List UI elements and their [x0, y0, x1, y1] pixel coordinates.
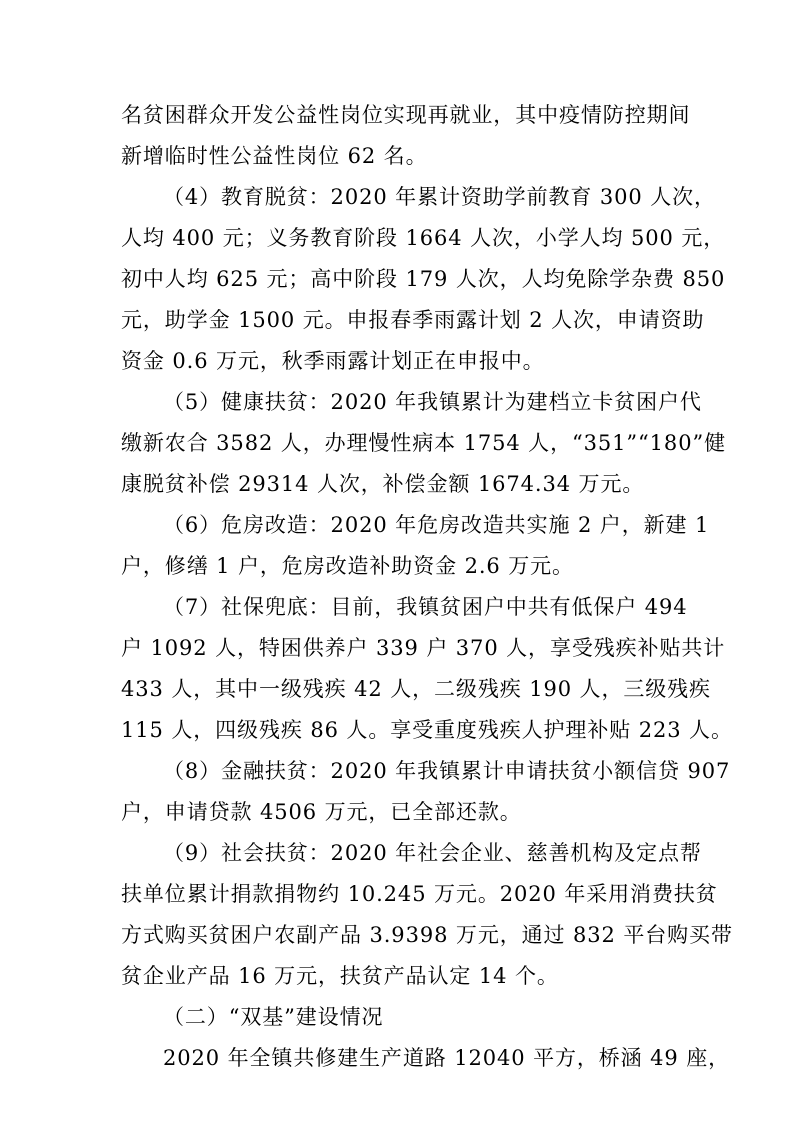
text-line: 新增临时性公益性岗位 62 名。 [121, 144, 428, 168]
text-line: 人均 400 元；义务教育阶段 1664 人次，小学人均 500 元， [121, 226, 726, 250]
text-line: 初中人均 625 元；高中阶段 179 人次，人均免除学杂费 850 [121, 267, 726, 291]
paragraph-heading-education: （4）教育脱贫：2020 年累计资助学前教育 300 人次， [163, 185, 716, 209]
paragraph-heading-social-security: （7）社保兜底：目前，我镇贫困户中共有低保户 494 [163, 595, 688, 619]
text-line: 缴新农合 3582 人，办理慢性病本 1754 人，“351”“180”健 [121, 431, 726, 455]
text-line: 贫企业产品 16 万元，扶贫产品认定 14 个。 [121, 964, 559, 988]
text-line: 扶单位累计捐款捐物约 10.245 万元。2020 年采用消费扶贫 [121, 882, 718, 906]
text-line: 户，申请贷款 4506 万元，已全部还款。 [121, 800, 522, 824]
text-line: 115 人，四级残疾 86 人。享受重度残疾人护理补贴 223 人。 [121, 718, 733, 742]
text-line: 2020 年全镇共修建生产道路 12040 平方，桥涵 49 座， [163, 1046, 731, 1070]
text-line: 户 1092 人，特困供养户 339 户 370 人，享受残疾补贴共计 [121, 636, 726, 660]
paragraph-heading-housing: （6）危房改造：2020 年危房改造共实施 2 户，新建 1 [163, 513, 710, 537]
text-line: 433 人，其中一级残疾 42 人，二级残疾 190 人，三级残疾 [121, 677, 711, 701]
paragraph-heading-social: （9）社会扶贫：2020 年社会企业、慈善机构及定点帮 [163, 841, 702, 865]
text-line: 元，助学金 1500 元。申报春季雨露计划 2 人次，申请资助 [121, 308, 705, 332]
text-line: 户，修缮 1 户，危房改造补助资金 2.6 万元。 [121, 554, 574, 578]
paragraph-heading-finance: （8）金融扶贫：2020 年我镇累计申请扶贫小额信贷 907 [163, 759, 731, 783]
paragraph-heading-health: （5）健康扶贫：2020 年我镇累计为建档立卡贫困户代 [163, 390, 702, 414]
text-line: 名贫困群众开发公益性岗位实现再就业，其中疫情防控期间 [121, 103, 691, 127]
text-line: 方式购买贫困户农副产品 3.9398 万元，通过 832 平台购买带 [121, 923, 733, 947]
text-line: 康脱贫补偿 29314 人次，补偿金额 1674.34 万元。 [121, 472, 645, 496]
text-line: 资金 0.6 万元，秋季雨露计划正在申报中。 [121, 349, 545, 373]
section-heading-shuangji: （二）“双基”建设情况 [163, 1005, 384, 1029]
